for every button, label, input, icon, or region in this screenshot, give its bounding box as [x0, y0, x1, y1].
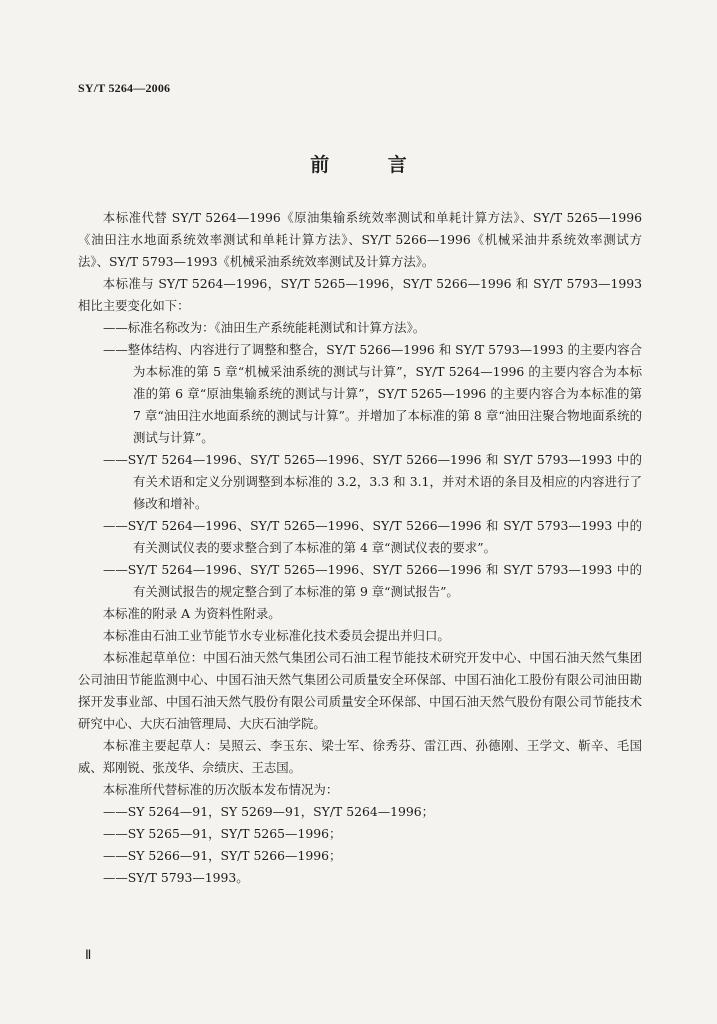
paragraph-drafting-units: 本标准起草单位：中国石油天然气集团公司石油工程节能技术研究开发中心、中国石油天然气集团公司油田节能监测中心、中国石油天然气集团公司质量安全环保部、中国石油化工股份有限公司油田勘探开发事业部、中国石油天然气股份有限公司质量安全环保部、中国石油天然气股份有限公司节能技术研究中心、大庆石油管理局、大庆石油学院。 [78, 650, 642, 731]
history-item: ——SY 5266—91，SY/T 5266—1996； [103, 848, 342, 863]
history-item: ——SY 5264—91，SY 5269—91，SY/T 5264—1996； [103, 804, 435, 819]
change-item: ——SY/T 5264—1996、SY/T 5265—1996、SY/T 5266—1996 和 SY/T 5793—1993 中的有关测试报告的规定整合到了本标准的第 9 章“测试报告”。 [103, 562, 642, 599]
paragraph-proposed-by: 本标准由石油工业节能节水专业标准化技术委员会提出并归口。 [102, 628, 450, 643]
paragraph-replaces: 本标准代替 SY/T 5264—1996《原油集输系统效率测试和单耗计算方法》、SY/T 5265—1996《油田注水地面系统效率测试和单耗计算方法》、SY/T 5266—1996《机械采油井系统效率测试方法》、SY/T 5793—1993《机械采油系统效率测试及计算方法》。 [78, 210, 642, 269]
foreword-body [78, 207, 642, 889]
change-item: ——SY/T 5264—1996、SY/T 5265—1996、SY/T 5266—1996 和 SY/T 5793—1993 中的有关测试仪表的要求整合到了本标准的第 4 章“测试仪表的要求”。 [103, 518, 642, 555]
change-item: ——标准名称改为：《油田生产系统能耗测试和计算方法》。 [103, 320, 426, 335]
paragraph-history-intro: 本标准所代替标准的历次版本发布情况为： [102, 782, 339, 797]
change-item: ——整体结构、内容进行了调整和整合，SY/T 5266—1996 和 SY/T 5793—1993 的主要内容合为本标准的第 5 章“机械采油系统的测试与计算”，SY/T 5264—1996 的主要内容合为本标准的第 6 章“原油集输系统的测试与计算”，SY/T 5265—1996 的主要内容合为本标准的第 7 章“油田注水地面系统的测试与计算”。并增加了本标准的第 8 章“油田注聚合物地面系统的测试与计算”。 [103, 342, 642, 445]
standard-code: SY/T 5264—2006 [78, 81, 171, 95]
history-item: ——SY/T 5793—1993。 [103, 870, 249, 885]
paragraph-changes-intro: 本标准与 SY/T 5264—1996，SY/T 5265—1996，SY/T 5266—1996 和 SY/T 5793—1993 相比主要变化如下： [78, 276, 642, 313]
paragraph-drafters: 本标准主要起草人：吴照云、李玉东、梁士军、徐秀芬、雷江西、孙德刚、王学文、靳辛、毛国威、郑刚锐、张茂华、佘绩庆、王志国。 [78, 738, 642, 775]
history-item: ——SY 5265—91，SY/T 5265—1996； [103, 826, 342, 841]
paragraph-appendix: 本标准的附录 A 为资料性附录。 [102, 606, 281, 621]
change-item: ——SY/T 5264—1996、SY/T 5265—1996、SY/T 5266—1996 和 SY/T 5793—1993 中的有关术语和定义分别调整到本标准的 3.2，3.3 和 3.1，并对术语的条目及相应的内容进行了修改和增补。 [103, 452, 642, 511]
page-number: Ⅱ [85, 947, 92, 962]
page-title: 前 言 [310, 154, 433, 176]
